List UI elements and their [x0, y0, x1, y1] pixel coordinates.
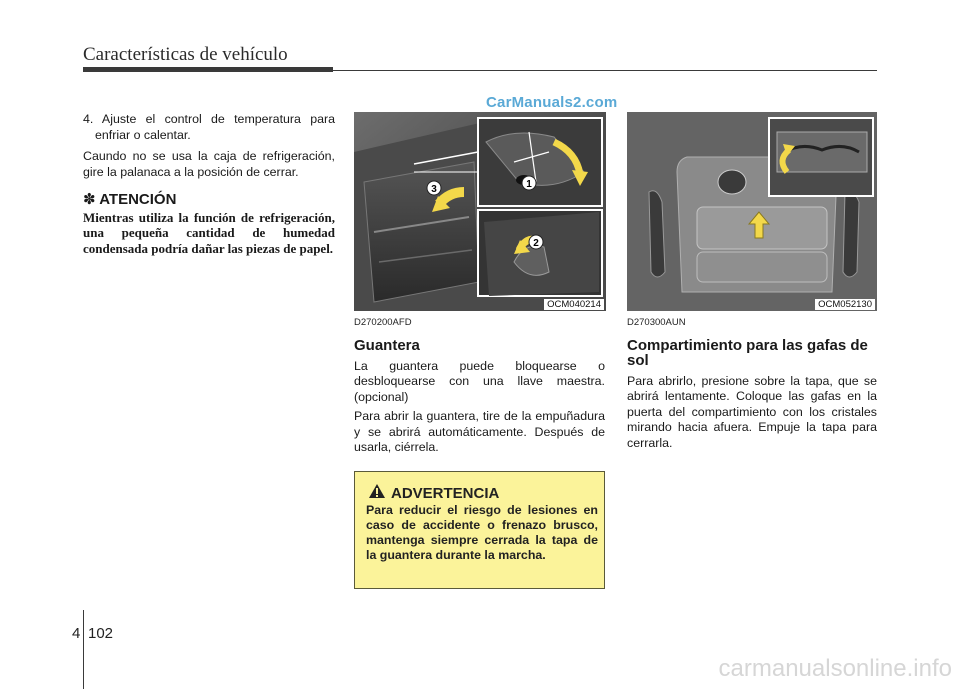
attention-title: ATENCIÓN — [99, 191, 177, 208]
warning-body: Para reducir el riesgo de lesiones en caso de accidente o frenazo brusco, mantenga siempre cerrada la tapa de la guantera durante la marcha. — [366, 503, 598, 562]
sunglasses-image-code: OCM052130 — [815, 299, 875, 310]
glovebox-section — [354, 315, 605, 456]
glovebox-para2: Para abrir la guantera, tire de la empuñadura y se abrirá automáticamente. Después de usarla, ciérrela. — [354, 409, 605, 454]
glovebox-title: Guantera — [354, 336, 420, 354]
site-credit: carmanualsonline.info — [718, 655, 952, 682]
glovebox-para1: La guantera puede bloquearse o desbloquearse con una llave maestra. (opcional) — [354, 358, 605, 404]
attention-body: Mientras utiliza la función de refrigeración, una pequeña cantidad de humedad condensada podría dañar las piezas de papel. — [83, 209, 335, 256]
watermark-link[interactable]: CarManuals2.com — [486, 94, 618, 111]
sunglasses-para: Para abrirlo, presione sobre la tapa, que se abrirá lentamente. Coloque las gafas en la puerta del compartimiento con los cristales mirando hacia afuera. Empuje la tapa para cerrarla. — [627, 373, 877, 450]
warning-triangle-icon — [368, 483, 386, 499]
callout-2-label: 2 — [533, 238, 539, 249]
glovebox-illustration — [354, 112, 606, 311]
callout-1-label: 1 — [526, 179, 532, 190]
attention-heading — [83, 192, 335, 208]
warning-title: ADVERTENCIA — [391, 485, 500, 502]
sunglasses-title: Compartimiento para las gafas de sol — [627, 336, 868, 369]
callout-2 — [529, 235, 543, 249]
step-4: 4. Ajuste el control de temperatura para enfriar o calentar. — [83, 112, 335, 142]
column-left — [83, 112, 335, 256]
sunglasses-photo — [627, 112, 877, 311]
glovebox-image-code: OCM040214 — [544, 299, 604, 310]
warning-box — [354, 471, 605, 589]
cooling-paragraph: Caundo no se usa la caja de refrigeración, gire la palanaca a la posición de cerrar. — [83, 149, 335, 179]
callout-1 — [522, 176, 536, 190]
sunglasses-illustration — [627, 112, 877, 311]
footer-divider — [83, 610, 84, 689]
sunglasses-section-code: D270300AUN — [627, 317, 686, 328]
page-header-title: Características de vehículo — [83, 44, 288, 65]
glovebox-section-code: D270200AFD — [354, 317, 412, 328]
callout-3-label: 3 — [431, 184, 437, 195]
attention-symbol-icon: ✽ — [83, 191, 96, 208]
callout-3 — [427, 181, 441, 195]
glovebox-photo — [354, 112, 606, 311]
header-rule-thick — [83, 67, 333, 72]
sunglasses-section — [627, 315, 877, 451]
footer-chapter: 4 — [72, 625, 81, 642]
header-rule-thin — [333, 70, 877, 71]
footer-page-number: 102 — [88, 625, 114, 642]
